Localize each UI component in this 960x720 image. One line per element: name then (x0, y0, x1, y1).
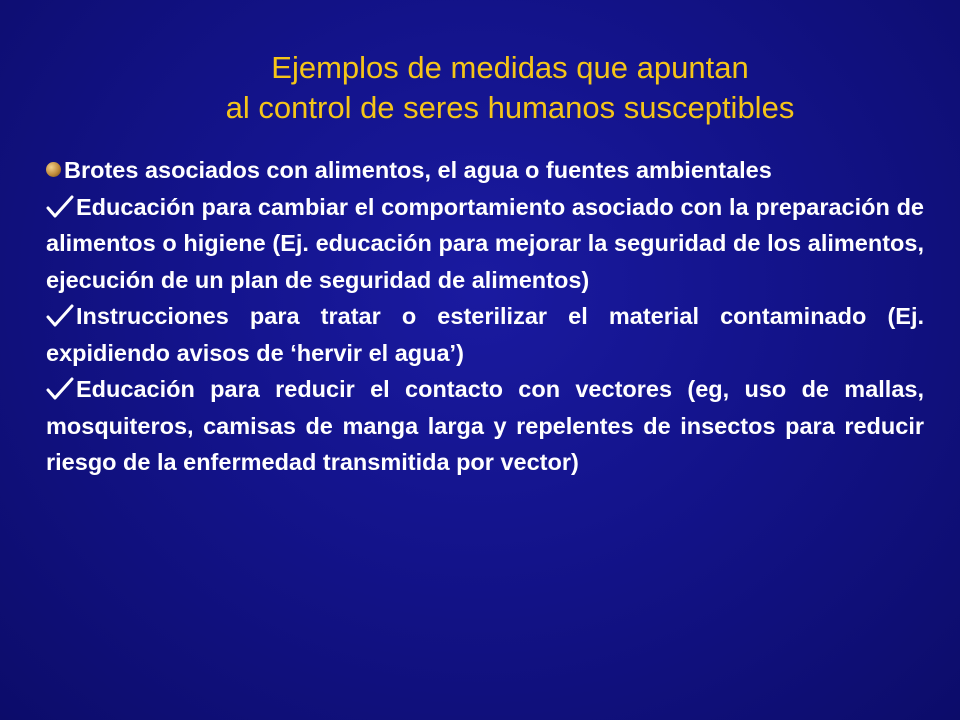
list-item-text: Educación para cambiar el comportamiento asociado con la preparación de alimentos o higiene (Ej. educación para mejorar la seguridad de los alimentos, ejecución de un plan de seguridad de alimentos) (46, 193, 924, 293)
heading-text: Brotes asociados con alimentos, el agua o fuentes ambientales (64, 157, 772, 183)
checkmark-icon (46, 377, 74, 401)
title-line-1: Ejemplos de medidas que apuntan (271, 50, 749, 85)
checkmark-icon (46, 195, 74, 219)
list-item (46, 189, 924, 299)
slide-content (46, 152, 924, 481)
list-item-text: Educación para reducir el contacto con vectores (eg, uso de mallas, mosquiteros, camisas de manga larga y repelentes de insectos para reducir riesgo de la enfermedad transmitida por vector) (46, 376, 924, 475)
list-item (46, 298, 924, 371)
title-line-2: al control de seres humanos susceptibles (225, 90, 795, 125)
list-item-text: Instrucciones para tratar o esterilizar el material contaminado (Ej. expidiendo avisos de ‘hervir el agua’) (46, 303, 924, 366)
bronze-bullet-icon (46, 162, 61, 177)
checkmark-icon (46, 304, 74, 328)
slide-title (100, 48, 920, 128)
heading-item (46, 152, 924, 189)
list-item (46, 371, 924, 481)
